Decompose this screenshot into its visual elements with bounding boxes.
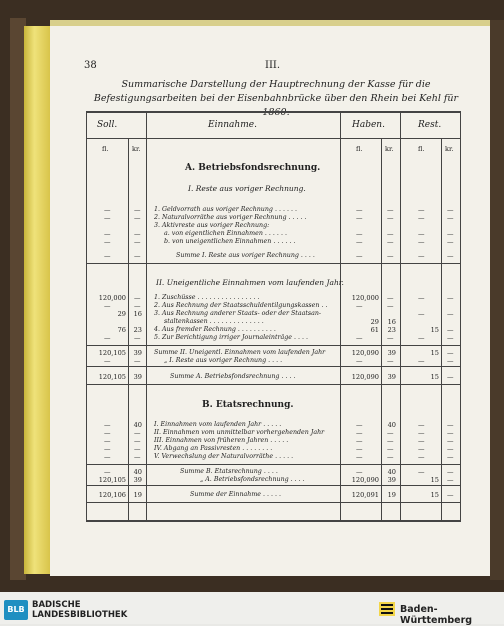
blb-name-line2: LANDESBIBLIOTHEK [32, 610, 128, 620]
soll-value: — [104, 453, 111, 461]
haben-kr-value: — [387, 357, 394, 365]
soll-value: — [104, 468, 111, 476]
rest-value: — [418, 453, 425, 461]
soll-value: — [104, 445, 111, 453]
haben-value: — [356, 334, 363, 342]
rest-value: — [418, 357, 425, 365]
rest-kr-value: — [447, 349, 454, 357]
haben-value: — [356, 302, 363, 310]
rest-value: 15 [430, 349, 439, 357]
soll-value: — [104, 429, 111, 437]
sum-row: Summe I. Reste aus voriger Rechnung . . . . [176, 252, 315, 259]
haben-kr-value: 16 [387, 318, 396, 326]
haben-kr-value: 23 [387, 326, 396, 334]
table-row: 4. Aus fremder Rechnung . . . . . . . . . . [154, 326, 276, 333]
unit-fl: fl. [102, 145, 109, 153]
soll-kr-value: 39 [133, 349, 142, 357]
table-row: V. Verwechslung der Naturalvorräthe . . . . . [154, 453, 294, 460]
table-row: b. von uneigentlichen Einnahmen . . . . . . [164, 238, 296, 245]
haben-value: 120,090 [351, 373, 379, 381]
section-a-title: A. Betriebsfondsrechnung. [185, 163, 321, 173]
header-soll: Soll. [97, 120, 118, 130]
haben-kr-value: 40 [387, 468, 396, 476]
haben-value: 29 [370, 318, 379, 326]
page-number: 38 [84, 60, 97, 71]
sum-row: Summe A. Betriebsfondsrechnung . . . . [170, 373, 296, 380]
section-a-sub1: I. Reste aus voriger Rechnung. [188, 184, 306, 193]
soll-kr-value: 39 [133, 373, 142, 381]
soll-kr-value: — [134, 453, 141, 461]
unit-kr: kr. [445, 145, 454, 153]
soll-kr-value: — [134, 294, 141, 302]
soll-kr-value: 16 [133, 310, 142, 318]
soll-kr-value: — [134, 445, 141, 453]
rest-kr-value: — [447, 429, 454, 437]
haben-kr-value: — [387, 453, 394, 461]
rest-value: — [418, 445, 425, 453]
haben-kr-value: 39 [387, 476, 396, 484]
haben-value: 120,090 [351, 476, 379, 484]
rest-kr-value: — [447, 421, 454, 429]
table-row: 1. Geldvorrath aus voriger Rechnung . . . . . . [154, 206, 297, 213]
rest-value: — [418, 421, 425, 429]
table-row: 3. Aktivreste aus voriger Rechnung: [154, 222, 270, 229]
unit-kr: kr. [385, 145, 394, 153]
rest-kr-value: — [447, 310, 454, 318]
soll-value: 120,105 [98, 373, 126, 381]
haben-value: — [356, 437, 363, 445]
soll-kr-value: 19 [133, 491, 142, 499]
rest-value: — [418, 468, 425, 476]
chapter-number: III. [265, 60, 281, 71]
haben-kr-value: 19 [387, 491, 396, 499]
gilt-edge [24, 26, 50, 574]
rest-value: 15 [430, 491, 439, 499]
haben-value: 120,090 [351, 349, 379, 357]
soll-value: — [104, 421, 111, 429]
bw-logo-text[interactable]: Baden-Württemberg [400, 604, 473, 626]
rest-value: — [418, 310, 425, 318]
soll-value: 120,105 [98, 476, 126, 484]
table-row: III. Einnahmen von früheren Jahren . . . . . [154, 437, 289, 444]
haben-kr-value: 39 [387, 349, 396, 357]
grand-total-row: Summe der Einnahme . . . . . [190, 491, 282, 498]
rest-kr-value: — [447, 334, 454, 342]
sum-row: „ I. Reste aus voriger Rechnung . . . . [164, 357, 283, 364]
soll-value: 120,000 [98, 294, 126, 302]
soll-kr-value: 40 [133, 468, 142, 476]
unit-kr: kr. [132, 145, 141, 153]
table-row: IV. Abgang an Passivresten . . . . . . . . [154, 445, 273, 452]
rest-kr-value: — [447, 373, 454, 381]
rest-kr-value: — [447, 476, 454, 484]
header-haben: Haben. [352, 120, 385, 130]
table-row: 1. Zuschüsse . . . . . . . . . . . . . . . . [154, 294, 260, 301]
table-row: II. Einnahmen vom unmittelbar vorhergehenden Jahr [154, 429, 325, 436]
soll-kr-value: — [134, 437, 141, 445]
haben-kr-value: 40 [387, 421, 396, 429]
rest-kr-value: — [447, 468, 454, 476]
rest-value: 15 [430, 326, 439, 334]
table-row: 5. Zur Berichtigung irriger Journaleinträge . . . . [154, 334, 309, 341]
soll-kr-value: 39 [133, 476, 142, 484]
soll-value: — [104, 437, 111, 445]
rest-value: — [418, 334, 425, 342]
soll-value: — [104, 302, 111, 310]
haben-value: — [356, 445, 363, 453]
blb-name-line1: BADISCHE [32, 600, 81, 610]
rest-value: — [418, 429, 425, 437]
blb-logo[interactable]: BLB [4, 600, 28, 620]
rest-kr-value: — [447, 357, 454, 365]
sum-row: „ A. Betriebsfondsrechnung . . . . [200, 476, 305, 483]
haben-value: 120,000 [351, 294, 379, 302]
soll-value: 120,105 [98, 349, 126, 357]
haben-value: 120,091 [351, 491, 379, 499]
table-row: 2. Aus Rechnung der Staatsschuldentilgungskassen . . [154, 302, 328, 309]
rest-value: — [418, 437, 425, 445]
soll-kr-value: — [134, 302, 141, 310]
table-row: a. von eigentlichen Einnahmen . . . . . . [164, 230, 287, 237]
header-einnahme: Einnahme. [208, 120, 257, 130]
blb-name[interactable] [32, 600, 127, 620]
haben-kr-value: — [387, 445, 394, 453]
table-row: 2. Naturalvorräthe aus voriger Rechnung . . . . . [154, 214, 307, 221]
table-row: staltenkassen . . . . . . . . . . . . . . [164, 318, 264, 325]
haben-kr-value: 39 [387, 373, 396, 381]
haben-value: — [356, 421, 363, 429]
header-rest: Rest. [418, 120, 442, 130]
soll-value: 29 [117, 310, 126, 318]
soll-value: 120,106 [98, 491, 126, 499]
soll-kr-value: 40 [133, 421, 142, 429]
soll-value: 76 [117, 326, 126, 334]
rest-kr-value: — [447, 326, 454, 334]
haben-value: — [356, 453, 363, 461]
soll-kr-value: — [134, 357, 141, 365]
bw-lions-icon [378, 601, 396, 617]
sum-row: Summe II. Uneigentl. Einnahmen vom laufenden Jahr [154, 349, 326, 356]
book-right-edge [490, 20, 504, 580]
section-b-title: B. Etatsrechnung. [202, 400, 294, 410]
haben-value: 61 [370, 326, 379, 334]
unit-fl: fl. [356, 145, 363, 153]
soll-kr-value: — [134, 429, 141, 437]
haben-value: — [356, 468, 363, 476]
soll-kr-value: 23 [133, 326, 142, 334]
soll-kr-value: — [134, 334, 141, 342]
haben-value: — [356, 357, 363, 365]
haben-kr-value: — [387, 437, 394, 445]
rest-value: — [418, 294, 425, 302]
rest-kr-value: — [447, 437, 454, 445]
rest-kr-value: — [447, 294, 454, 302]
haben-kr-value: — [387, 429, 394, 437]
rest-kr-value: — [447, 491, 454, 499]
rest-kr-value: — [447, 453, 454, 461]
section-a-sub2: II. Uneigentliche Einnahmen vom laufenden Jahr. [156, 278, 344, 287]
rest-value: 15 [430, 373, 439, 381]
rest-value: 15 [430, 476, 439, 484]
haben-kr-value: — [387, 294, 394, 302]
page-title: Summarische Darstellung der Hauptrechnung der Kasse für die Befestigungsarbeiten bei der Eisenbahnbrücke über den Rhein bei Kehl für [93, 79, 459, 104]
soll-value: — [104, 334, 111, 342]
table-row: 3. Aus Rechnung anderer Staats- oder der Staatsan- [154, 310, 322, 317]
sum-row: Summe B. Etatsrechnung . . . . [180, 468, 278, 475]
haben-kr-value: — [387, 334, 394, 342]
rest-kr-value: — [447, 445, 454, 453]
haben-kr-value: — [387, 302, 394, 310]
unit-fl: fl. [418, 145, 425, 153]
haben-value: — [356, 429, 363, 437]
soll-value: — [104, 357, 111, 365]
table-row: I. Einnahmen vom laufenden Jahr . . . . . [154, 421, 282, 428]
